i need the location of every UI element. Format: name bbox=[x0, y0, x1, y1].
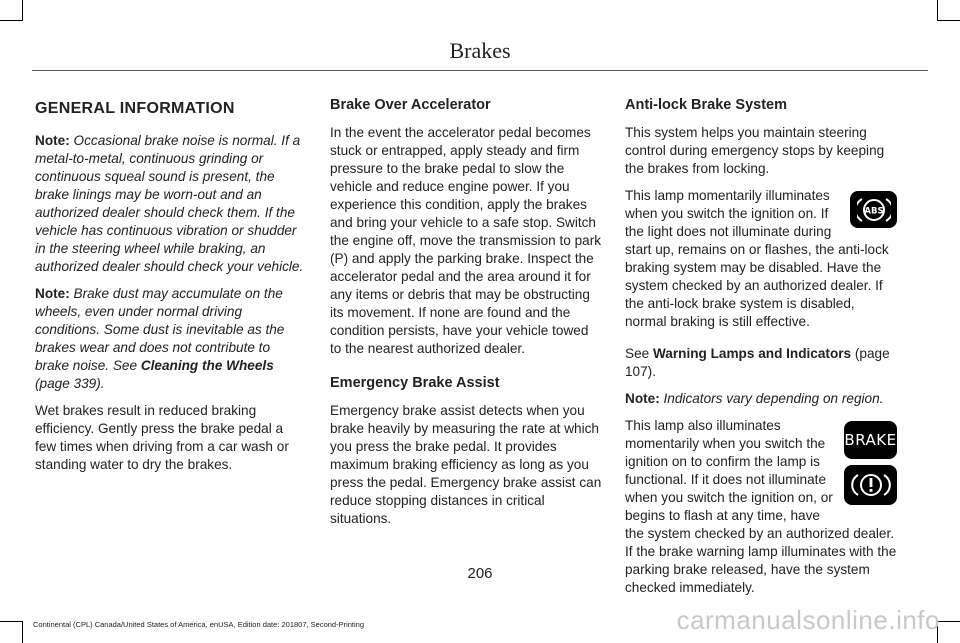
brake-exclamation-icon bbox=[851, 470, 891, 500]
cross-reference-page: (page 107). bbox=[625, 346, 890, 379]
crop-mark bbox=[0, 20, 22, 21]
note-indicators bbox=[625, 390, 897, 408]
note-brake-dust bbox=[35, 285, 307, 393]
section-heading-emergency-brake-assist: Emergency Brake Assist bbox=[330, 375, 500, 391]
cross-reference-link[interactable]: Cleaning the Wheels bbox=[140, 358, 274, 373]
note-label: Note: bbox=[625, 391, 660, 406]
crop-mark bbox=[938, 20, 960, 21]
watermark: carmanualsonline.info bbox=[676, 605, 940, 635]
paragraph-brake-lamp: This lamp also illuminates momentarily when you switch the ignition on to confirm the lamp is functional. If it does not illuminate when you switch the ignition on, or begins to flash at any time, have the system checked by an authorized dealer. If the brake warning lamp illuminates with the parking brake released, have the system checked immediately. bbox=[625, 418, 897, 595]
section-heading-anti-lock-brake-system: Anti-lock Brake System bbox=[625, 97, 787, 113]
header-divider bbox=[32, 70, 928, 71]
see-prefix: See bbox=[625, 346, 650, 361]
crop-mark bbox=[0, 621, 22, 622]
note-text: Indicators vary depending on region. bbox=[663, 391, 884, 406]
crop-mark bbox=[22, 0, 23, 21]
paragraph-abs-lamp: This lamp momentarily illuminates when you switch the ignition on. If the light does not illuminate during start up, remains on or flashes, the anti-lock braking system may be disabled. Have the system checked by an authorized dealer. If the anti-lock brake system is disabled, normal braking is still effective. bbox=[625, 188, 889, 329]
abs-warning-lamp-icon bbox=[850, 191, 897, 228]
crop-mark bbox=[938, 621, 960, 622]
paragraph-abs-intro: This system helps you maintain steering control during emergency stops by keeping the brakes from locking. bbox=[625, 125, 885, 176]
crop-mark bbox=[937, 0, 938, 21]
cross-reference-page: (page 339). bbox=[35, 376, 105, 391]
section-heading-brake-over-accelerator: Brake Over Accelerator bbox=[330, 97, 491, 113]
crop-mark bbox=[22, 621, 23, 643]
paragraph-wet-brakes: Wet brakes result in reduced braking efficiency. Gently press the brake pedal a few times when driving from a car wash or standing water to dry the brakes. bbox=[35, 403, 289, 472]
brake-text-lamp-icon bbox=[844, 421, 897, 459]
cross-reference-link[interactable]: Warning Lamps and Indicators bbox=[652, 346, 852, 361]
see-reference bbox=[625, 345, 897, 381]
note-text: Occasional brake noise is normal. If a metal-to-metal, continuous grinding or continuous squeal sound is present, the brake linings may be worn-out and an authorized dealer should check them. If the vehicle has continuous vibration or shudder in the steering wheel while braking, an authorized dealer should check your vehicle. bbox=[35, 133, 304, 274]
edition-footer: Continental (CPL) Canada/United States of America, enUSA, Edition date: 201807, Second-Printing bbox=[33, 620, 365, 629]
brake-lamp-icons bbox=[844, 421, 897, 511]
paragraph-emergency-brake-assist: Emergency brake assist detects when you brake heavily by measuring the rate at which you press the brake pedal. It provides maximum braking efficiency as long as you press the pedal. Emergency brake assist can reduce stopping distances in critical situations. bbox=[330, 403, 602, 526]
column-general-information bbox=[35, 96, 307, 483]
note-label: Note: bbox=[35, 133, 70, 148]
page-title: Brakes bbox=[449, 38, 511, 63]
paragraph-brake-over-accelerator: In the event the accelerator pedal becomes stuck or entrapped, apply steady and firm pressure to the brake pedal to slow the vehicle and reduce engine power. If you experience this condition, apply the brakes and bring your vehicle to a safe stop. Switch the engine off, move the transmission to park (P) and apply the parking brake. Inspect the accelerator pedal and the area around it for any items or debris that may be obstructing its movement. If none are found and the condition persists, have your vehicle towed to the nearest authorized dealer. bbox=[330, 125, 602, 356]
column-brake-over-accelerator bbox=[330, 96, 602, 537]
abs-symbol-icon bbox=[857, 195, 891, 225]
note-label: Note: bbox=[35, 286, 70, 301]
column-anti-lock-brake-system bbox=[625, 96, 897, 606]
note-brake-noise bbox=[35, 132, 307, 276]
brake-warning-lamp-icon bbox=[844, 465, 897, 505]
page-number: 206 bbox=[467, 565, 493, 582]
note-text: Brake dust may accumulate on the wheels, even under normal driving conditions. Some dust is inevitable as the brakes wear and does not contribute to brake noise. See bbox=[35, 286, 285, 373]
abs-symbol-label: ABS bbox=[863, 206, 884, 216]
section-heading-general-information: GENERAL INFORMATION bbox=[35, 100, 235, 117]
brake-lamp-label: BRAKE bbox=[844, 431, 897, 449]
